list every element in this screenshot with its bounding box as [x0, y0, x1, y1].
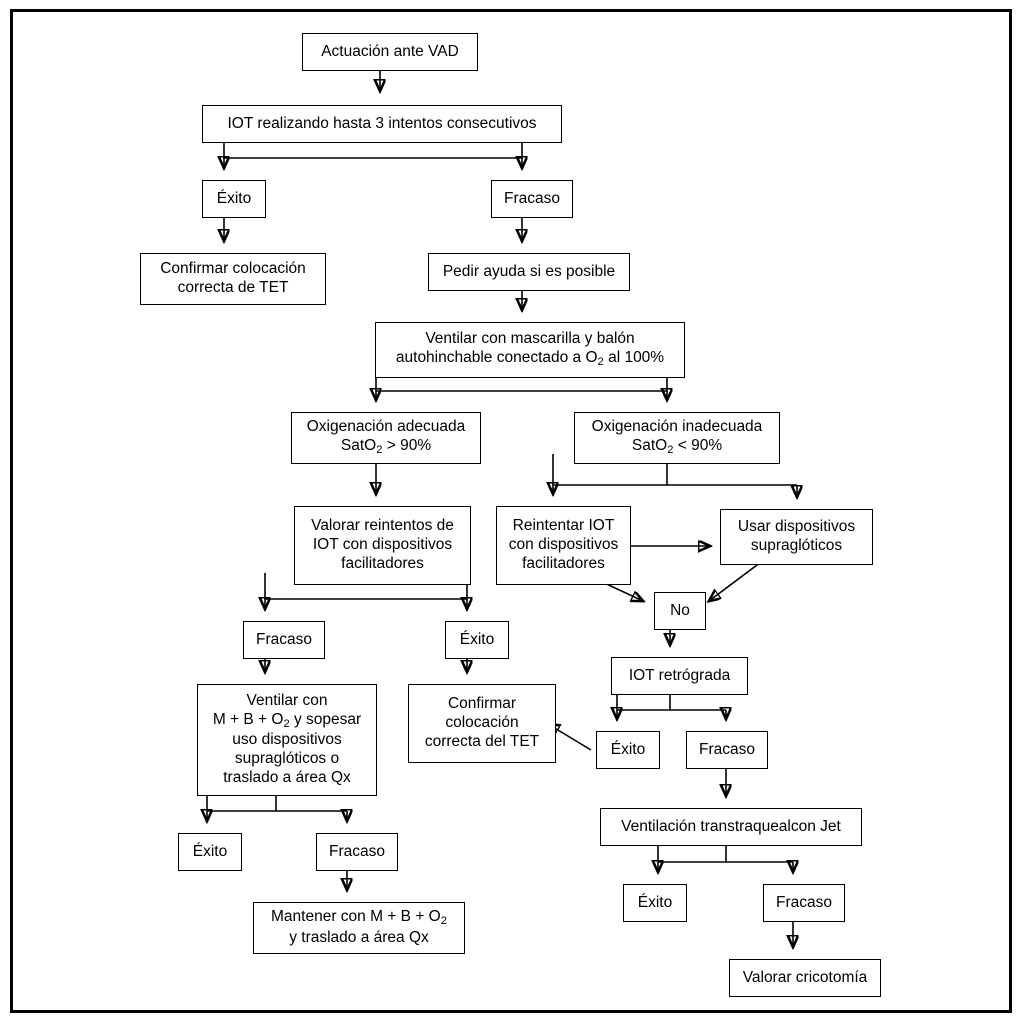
node-fracaso-3[interactable] [686, 731, 768, 769]
node-exito-5[interactable] [178, 833, 242, 871]
node-label: No [670, 601, 690, 619]
node-pedir-ayuda[interactable] [428, 253, 630, 291]
node-ventilar-mb-o2-sopesar[interactable] [197, 684, 377, 796]
node-usar-dispositivos-supragloticos[interactable] [720, 509, 873, 565]
node-label: Confirmar colocación correcta de TET [160, 260, 306, 296]
node-label: Valorar reintentos de IOT con dispositivos facilitadores [311, 517, 454, 572]
node-confirmar-colocacion-del-tet[interactable] [408, 684, 556, 763]
node-label: Fracaso [504, 189, 560, 207]
node-label: Valorar cricotomía [742, 968, 868, 986]
node-label: Éxito [216, 189, 252, 207]
node-confirmar-colocacion-tet[interactable] [140, 253, 326, 305]
node-label: Pedir ayuda si es posible [442, 262, 616, 280]
node-label: Ventilación transtraquealcon Jet [621, 817, 841, 835]
node-label: Usar dispositivos supraglóticos [737, 518, 856, 554]
flowchart-frame [10, 9, 1012, 1013]
node-oxigenacion-adecuada[interactable] [291, 412, 481, 464]
node-label: Oxigenación inadecuada SatO$_2$ < 90% [591, 418, 763, 457]
node-label: Éxito [459, 630, 495, 648]
node-exito-2[interactable] [445, 621, 509, 659]
node-ventilar-mascarilla-balon[interactable] [375, 322, 685, 378]
node-label: Mantener con $M + B + O_2$ y traslado a área Qx [271, 908, 447, 946]
node-label: Fracaso [699, 740, 755, 758]
node-label: IOT realizando hasta 3 intentos consecutivos [227, 114, 537, 132]
node-fracaso-4[interactable] [763, 884, 845, 922]
node-oxigenacion-inadecuada[interactable] [574, 412, 780, 464]
node-label: Actuación ante VAD [321, 42, 459, 60]
node-label: Ventilar con $M + B + O_2$ y sopesar uso dispositivos supraglóticos o traslado a área Qx [212, 691, 362, 787]
node-label: Reintentar IOT con dispositivos facilitadores [508, 517, 619, 572]
node-label: Ventilar con mascarilla y balón autohinchable conectado a $O_2$ al 100% [395, 330, 665, 369]
node-valorar-reintentos-iot[interactable] [294, 506, 471, 585]
node-fracaso-5[interactable] [316, 833, 398, 871]
node-fracaso-1[interactable] [491, 180, 573, 218]
node-fracaso-2[interactable] [243, 621, 325, 659]
node-ventilacion-transtraqueal-jet[interactable] [600, 808, 862, 846]
node-label: Fracaso [329, 842, 385, 860]
node-actuacion-ante-vad[interactable] [302, 33, 478, 71]
node-label: Fracaso [776, 893, 832, 911]
node-reintentar-iot[interactable] [496, 506, 631, 585]
node-label: Éxito [637, 893, 673, 911]
node-no[interactable] [654, 592, 706, 630]
node-exito-3[interactable] [596, 731, 660, 769]
node-iot-3-intentos[interactable] [202, 105, 562, 143]
node-label: Oxigenación adecuada SatO$_2$ > 90% [306, 418, 466, 457]
node-label: Éxito [610, 740, 646, 758]
node-exito-4[interactable] [623, 884, 687, 922]
node-label: Confirmar colocación correcta del TET [424, 695, 540, 750]
node-mantener-mb-o2-traslado[interactable] [253, 902, 465, 954]
node-valorar-cricotomia[interactable] [729, 959, 881, 997]
node-iot-retrograda[interactable] [611, 657, 748, 695]
node-label: Éxito [192, 842, 228, 860]
node-exito-1[interactable] [202, 180, 266, 218]
node-label: IOT retrógrada [628, 666, 731, 684]
node-label: Fracaso [256, 630, 312, 648]
